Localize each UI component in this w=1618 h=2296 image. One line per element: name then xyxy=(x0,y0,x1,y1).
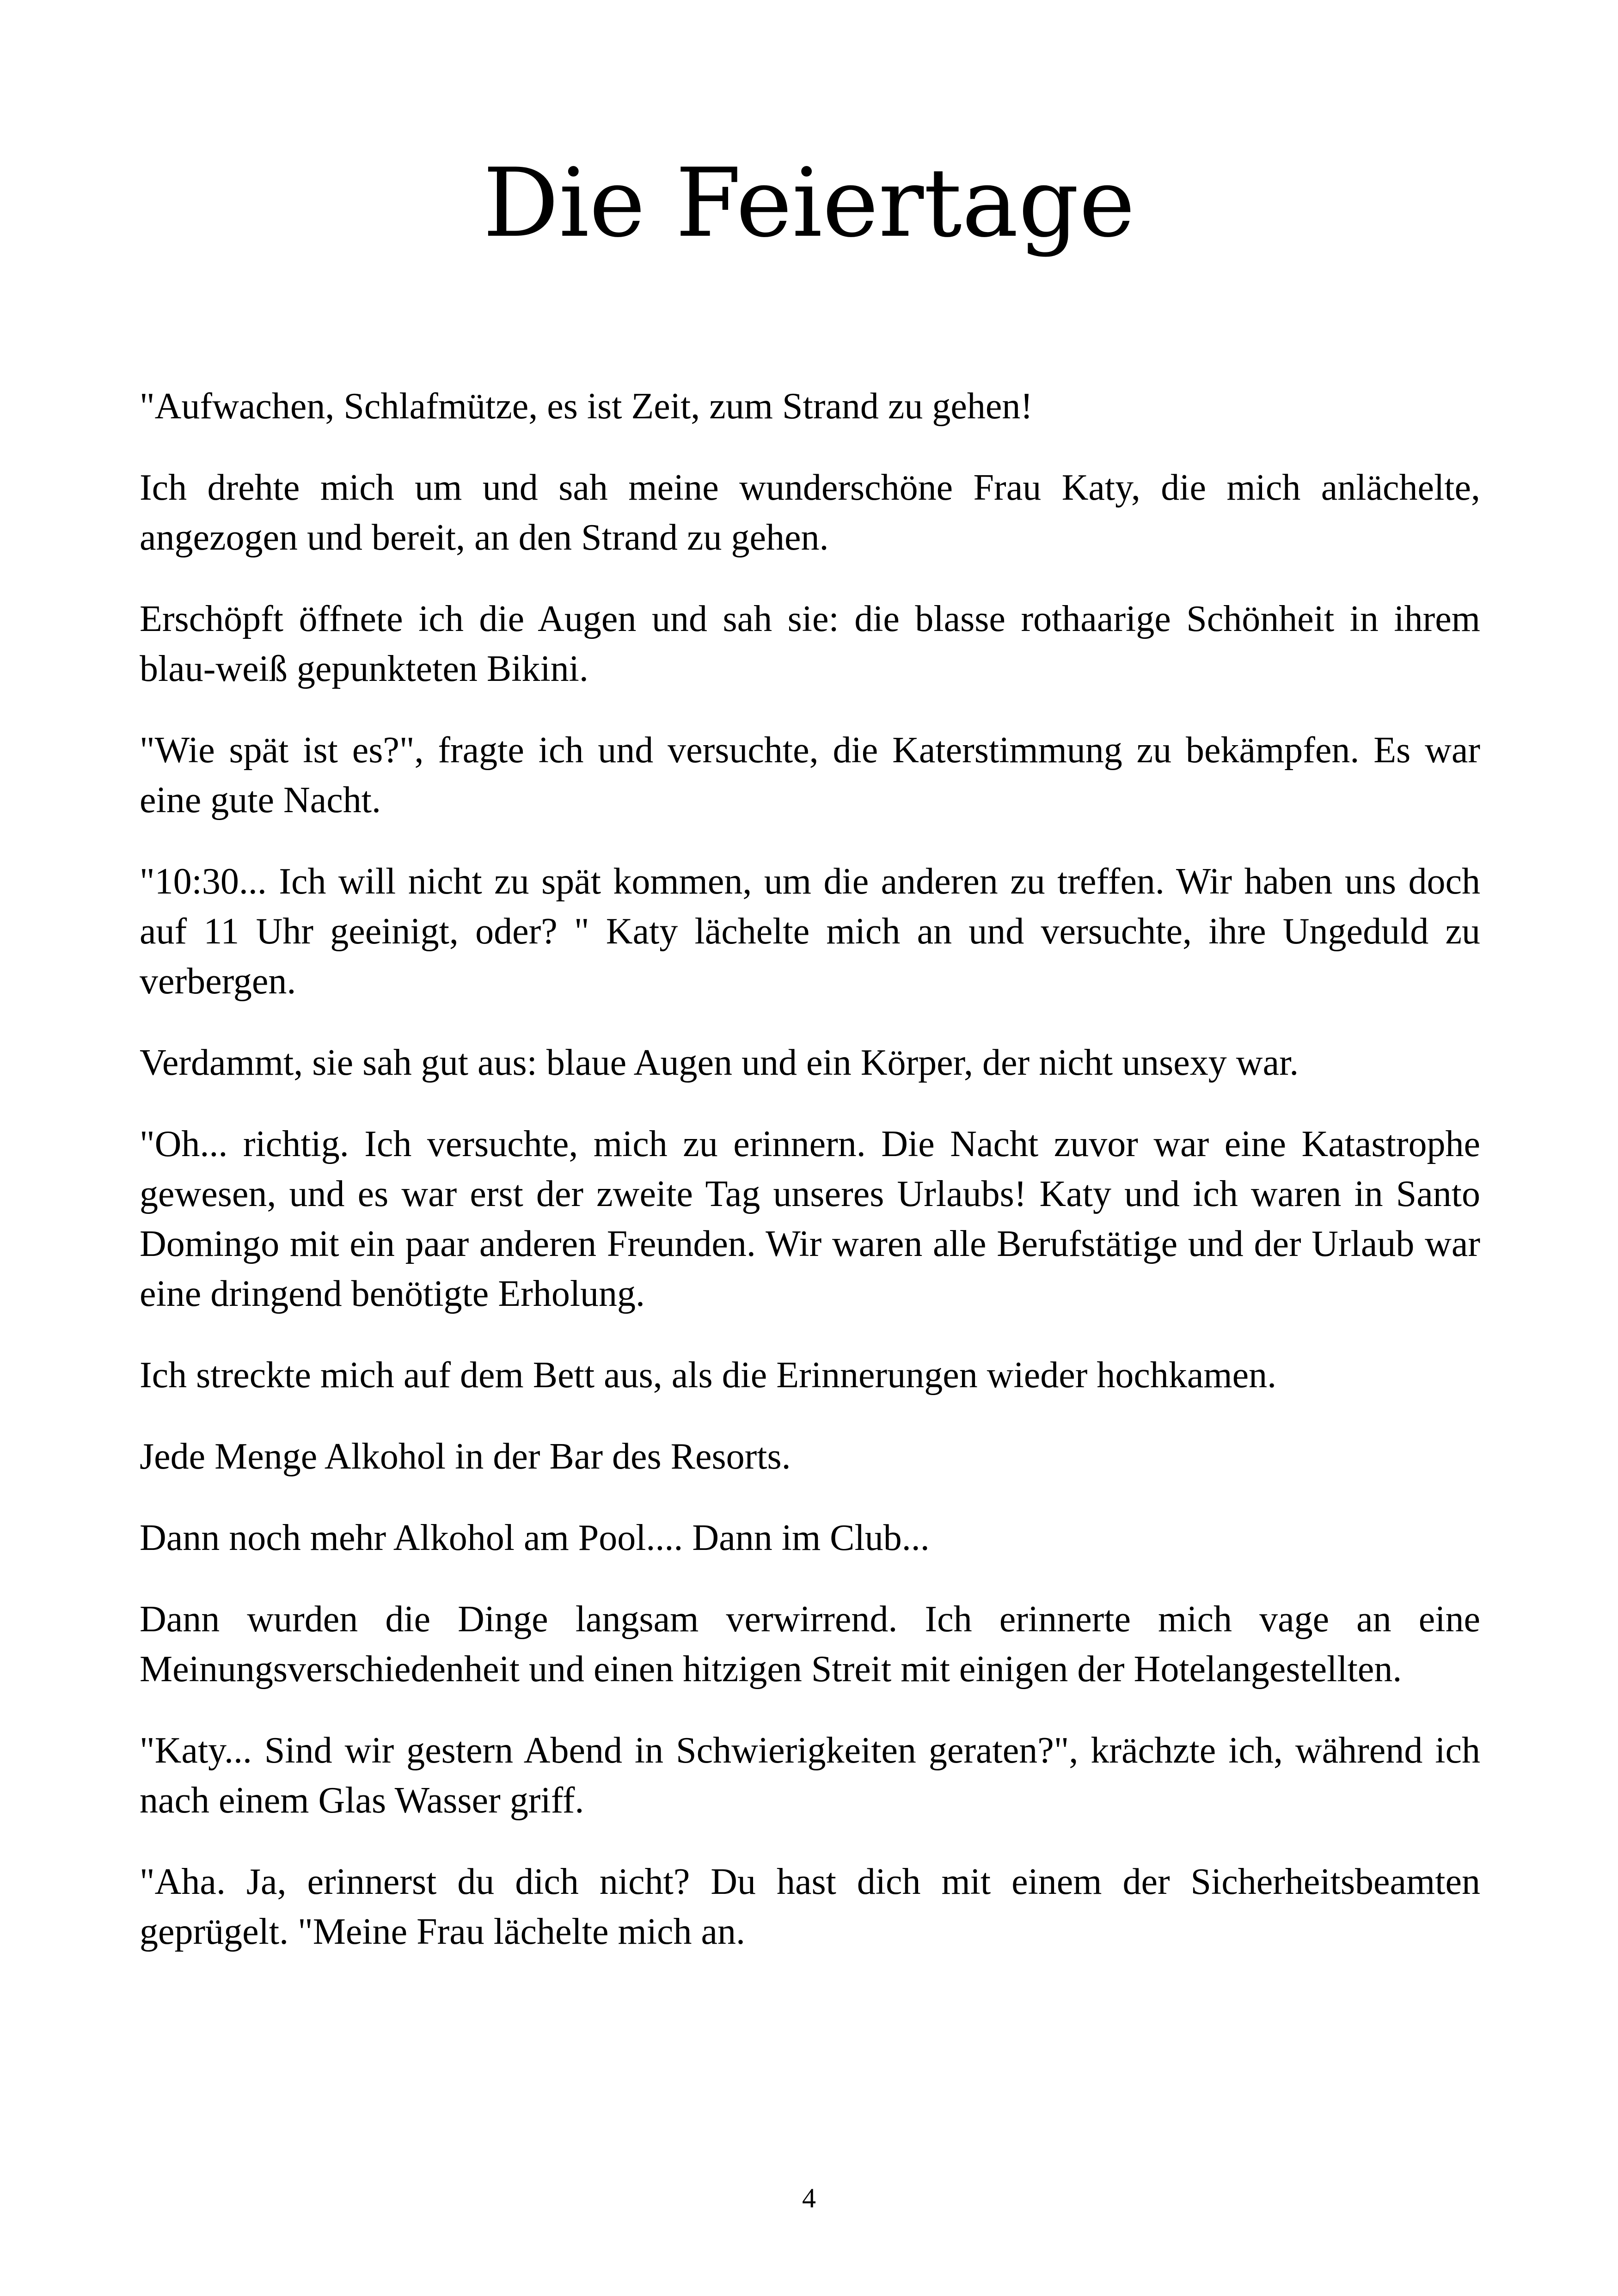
paragraph: "Aha. Ja, erinnerst du dich nicht? Du hast dich mit einem der Sicherheitsbeamten geprügelt. "Meine Frau lächelte mich an. xyxy=(140,1861,1480,1952)
paragraph: Ich streckte mich auf dem Bett aus, als die Erinnerungen wieder hochkamen. xyxy=(140,1355,1277,1396)
paragraph: "10:30... Ich will nicht zu spät kommen, um die anderen zu treffen. Wir haben uns doch auf 11 Uhr geeinigt, oder? " Katy lächelte mich an und versuchte, ihre Ungeduld zu verbergen. xyxy=(140,861,1480,1002)
paragraph: "Oh... richtig. Ich versuchte, mich zu erinnern. Die Nacht zuvor war eine Katastrophe gewesen, und es war erst der zweite Tag unseres Urlaubs! Katy und ich waren in Santo Domingo mit ein paar anderen Freunden. Wir waren alle Berufstätige und der Urlaub war eine dringend benötigte Erholung. xyxy=(140,1124,1480,1314)
paragraph: Jede Menge Alkohol in der Bar des Resorts. xyxy=(140,1436,791,1477)
paragraph: Ich drehte mich um und sah meine wunderschöne Frau Katy, die mich anlächelte, angezogen und bereit, an den Strand zu gehen. xyxy=(140,467,1480,558)
chapter-title: Die Feiertage xyxy=(483,148,1135,258)
paragraph: Dann wurden die Dinge langsam verwirrend. Ich erinnerte mich vage an eine Meinungsverschiedenheit und einen hitzigen Streit mit einigen der Hotelangestellten. xyxy=(140,1599,1480,1690)
page-number: 4 xyxy=(802,2183,816,2213)
paragraph: "Wie spät ist es?", fragte ich und versuchte, die Katerstimmung zu bekämpfen. Es war eine gute Nacht. xyxy=(140,730,1480,820)
paragraph: "Katy... Sind wir gestern Abend in Schwierigkeiten geraten?", krächzte ich, während ich nach einem Glas Wasser griff. xyxy=(140,1730,1480,1821)
paragraph: "Aufwachen, Schlafmütze, es ist Zeit, zum Strand zu gehen! xyxy=(140,386,1033,427)
paragraph: Dann noch mehr Alkohol am Pool.... Dann im Club... xyxy=(140,1518,930,1558)
paragraph: Verdammt, sie sah gut aus: blaue Augen und ein Körper, der nicht unsexy war. xyxy=(140,1042,1299,1083)
paragraph: Erschöpft öffnete ich die Augen und sah sie: die blasse rothaarige Schönheit in ihrem blau-weiß gepunkteten Bikini. xyxy=(140,599,1480,689)
body-text xyxy=(140,381,1480,1988)
